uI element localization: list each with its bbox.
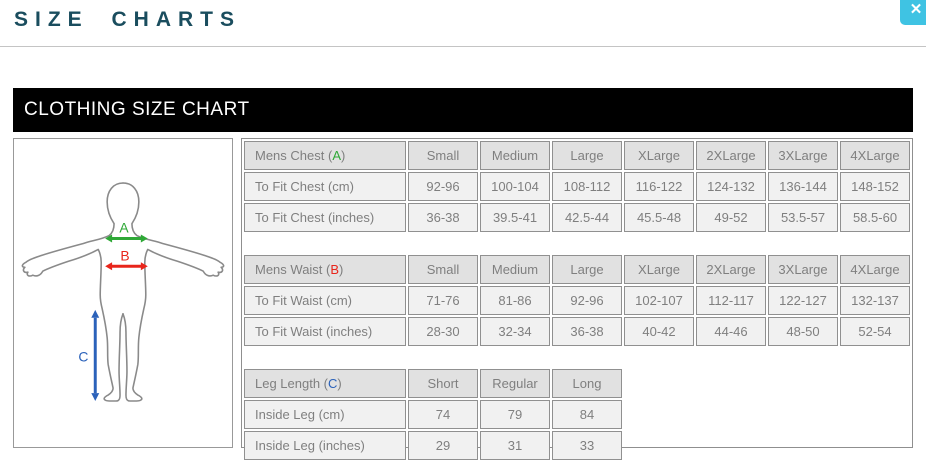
row-label: Inside Leg (inches): [244, 431, 406, 460]
size-value: 92-96: [408, 172, 478, 201]
size-header-row: [244, 255, 910, 284]
size-column-header: Regular: [480, 369, 550, 398]
spacer-cell: [244, 348, 910, 367]
size-value: 71-76: [408, 286, 478, 315]
waist-arrow-label: B: [120, 247, 130, 264]
size-value: 124-132: [696, 172, 766, 201]
row-label: To Fit Chest (inches): [244, 203, 406, 232]
size-column-header: Medium: [480, 255, 550, 284]
size-value: 44-46: [696, 317, 766, 346]
size-value: 39.5-41: [480, 203, 550, 232]
size-value: 74: [408, 400, 478, 429]
size-value: 79: [480, 400, 550, 429]
size-value: 102-107: [624, 286, 694, 315]
size-value: 84: [552, 400, 622, 429]
size-value: 40-42: [624, 317, 694, 346]
chest-arrow-label: A: [119, 219, 129, 236]
close-button[interactable]: [900, 0, 926, 25]
size-data-row: [244, 203, 910, 232]
size-value: 33: [552, 431, 622, 460]
inside-leg-arrow: [78, 310, 99, 401]
chart-title: CLOTHING SIZE CHART: [24, 99, 250, 120]
size-value: 31: [480, 431, 550, 460]
size-data-row: [244, 172, 910, 201]
clothing-size-chart: [13, 88, 913, 453]
size-value: 108-112: [552, 172, 622, 201]
size-column-header: Short: [408, 369, 478, 398]
blank-cell: [624, 400, 910, 429]
chart-body: [13, 138, 913, 453]
section-letter: C: [328, 376, 338, 391]
size-value: 52-54: [840, 317, 910, 346]
blank-cell: [624, 369, 910, 398]
section-letter: B: [330, 262, 340, 277]
size-column-header: XLarge: [624, 141, 694, 170]
row-label: To Fit Waist (inches): [244, 317, 406, 346]
size-value: 116-122: [624, 172, 694, 201]
size-value: 148-152: [840, 172, 910, 201]
spacer-cell: [244, 234, 910, 253]
size-column-header: Small: [408, 255, 478, 284]
size-value: 42.5-44: [552, 203, 622, 232]
size-data-row: [244, 317, 910, 346]
size-value: 48-50: [768, 317, 838, 346]
size-data-row: [244, 400, 910, 429]
section-title: Mens Waist (B): [244, 255, 406, 284]
table-spacer-row: [244, 234, 910, 253]
size-value: 49-52: [696, 203, 766, 232]
size-column-header: Medium: [480, 141, 550, 170]
size-value: 58.5-60: [840, 203, 910, 232]
section-title: Mens Chest (A): [244, 141, 406, 170]
size-column-header: 4XLarge: [840, 255, 910, 284]
size-value: 45.5-48: [624, 203, 694, 232]
size-value: 132-137: [840, 286, 910, 315]
size-column-header: XLarge: [624, 255, 694, 284]
table-spacer-row: [244, 348, 910, 367]
size-value: 100-104: [480, 172, 550, 201]
size-column-header: Large: [552, 141, 622, 170]
section-letter: A: [332, 148, 341, 163]
row-label: To Fit Waist (cm): [244, 286, 406, 315]
waist-width-arrow: [105, 247, 148, 270]
size-column-header: 2XLarge: [696, 141, 766, 170]
size-value: 29: [408, 431, 478, 460]
size-tables-frame: [241, 138, 913, 453]
body-outline: [22, 183, 123, 401]
size-table-body: [244, 141, 910, 460]
chest-width-arrow: [105, 220, 148, 243]
size-column-header: Long: [552, 369, 622, 398]
size-column-header: 2XLarge: [696, 255, 766, 284]
title-divider: [0, 46, 926, 47]
body-measurement-diagram: [14, 139, 232, 447]
size-header-row: [244, 141, 910, 170]
size-value: 112-117: [696, 286, 766, 315]
size-column-header: 3XLarge: [768, 141, 838, 170]
size-value: 53.5-57: [768, 203, 838, 232]
size-header-row: [244, 369, 910, 398]
row-label: Inside Leg (cm): [244, 400, 406, 429]
size-chart-table: [242, 139, 912, 462]
inside-leg-arrow-label: C: [78, 348, 89, 365]
size-column-header: 4XLarge: [840, 141, 910, 170]
row-label: To Fit Chest (cm): [244, 172, 406, 201]
close-icon: ✕: [909, 1, 923, 18]
size-value: 92-96: [552, 286, 622, 315]
body-outline-mirror: [123, 183, 224, 401]
blank-cell: [624, 431, 910, 460]
size-data-row: [244, 431, 910, 460]
chart-header-bar: [13, 88, 913, 132]
size-value: 36-38: [408, 203, 478, 232]
page-title: SIZE CHARTS: [14, 8, 242, 31]
size-data-row: [244, 286, 910, 315]
size-value: 28-30: [408, 317, 478, 346]
size-column-header: Large: [552, 255, 622, 284]
figure-panel: [13, 138, 233, 448]
section-title: Leg Length (C): [244, 369, 406, 398]
size-value: 81-86: [480, 286, 550, 315]
size-column-header: Small: [408, 141, 478, 170]
size-value: 136-144: [768, 172, 838, 201]
size-column-header: 3XLarge: [768, 255, 838, 284]
size-value: 122-127: [768, 286, 838, 315]
size-value: 36-38: [552, 317, 622, 346]
size-value: 32-34: [480, 317, 550, 346]
